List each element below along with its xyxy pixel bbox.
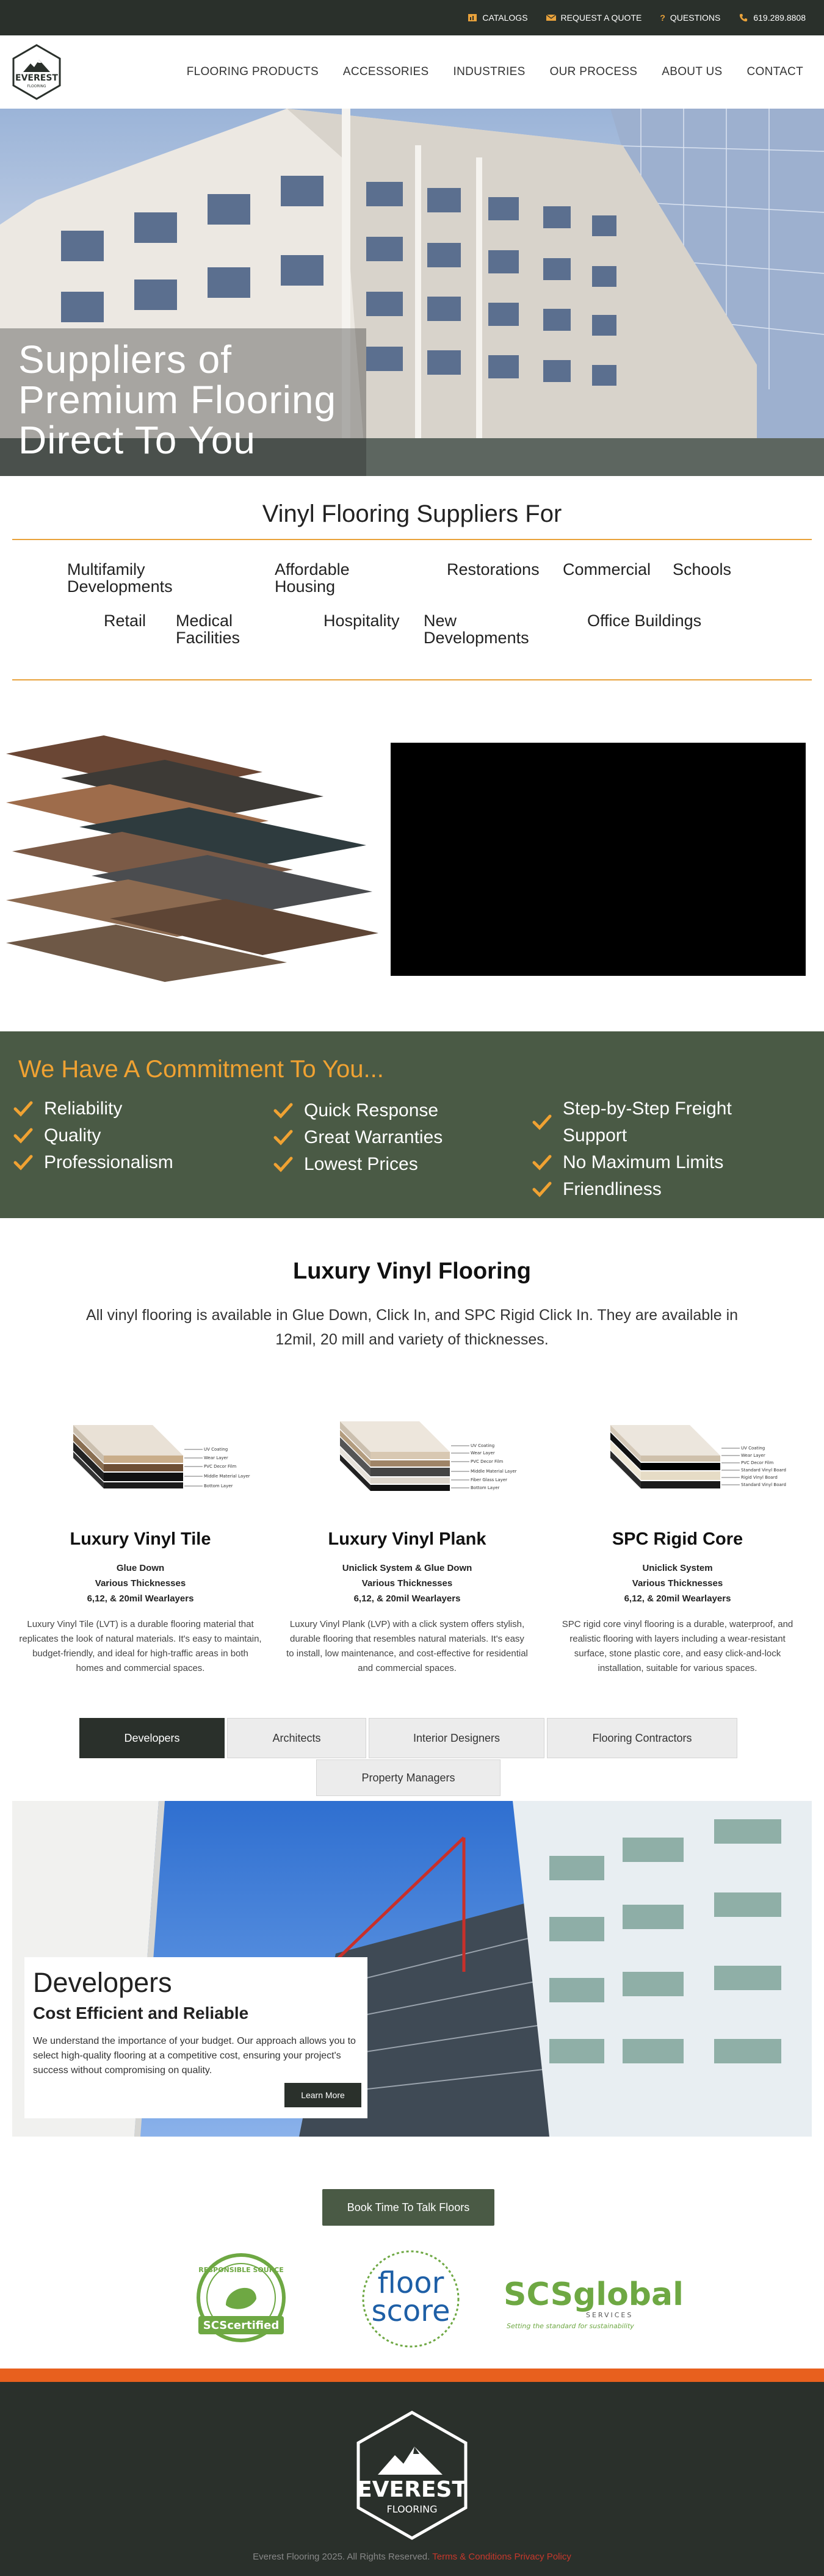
type-title: Luxury Vinyl Tile <box>70 1529 211 1549</box>
layer-label: Middle Material Layer <box>204 1474 250 1479</box>
chart-icon <box>468 13 477 22</box>
vinyl-planks-image <box>6 735 385 998</box>
request-quote-link[interactable] <box>546 13 642 23</box>
check-icon <box>13 1095 33 1122</box>
layer-label: PVC Decor Film <box>471 1459 504 1464</box>
request-quote-label: REQUEST A QUOTE <box>560 13 642 23</box>
layer-label: Middle Material Layer <box>471 1469 517 1474</box>
layer-label: PVC Decor Film <box>204 1464 237 1469</box>
tab-interior-designers[interactable]: Interior Designers <box>369 1718 544 1758</box>
catalogs-link[interactable] <box>468 13 527 23</box>
developers-panel <box>12 1801 812 2137</box>
learn-more-button[interactable]: Learn More <box>284 2083 361 2107</box>
questions-link[interactable] <box>660 13 720 23</box>
supplier-retail: Retail <box>104 612 146 630</box>
suppliers-row-2 <box>0 612 824 679</box>
layer-label: UV Coating <box>471 1443 495 1448</box>
developers-title: Developers <box>33 1967 172 1998</box>
nav-links <box>187 65 803 79</box>
supplier-restorations: Restorations <box>447 560 540 579</box>
supplier-affordable-housing: Affordable Housing <box>275 560 350 596</box>
vinyl-types <box>0 1352 824 1673</box>
lvf-heading: Luxury Vinyl Flooring <box>293 1258 531 1284</box>
everest-logo[interactable] <box>7 43 66 101</box>
supplier-schools: Schools <box>673 560 732 579</box>
layer-label: Bottom Layer <box>471 1485 500 1490</box>
nav-industries[interactable]: INDUSTRIES <box>453 65 526 78</box>
layer-label: Standard Vinyl Board <box>741 1482 786 1487</box>
footer <box>0 2382 824 2576</box>
tab-architects[interactable]: Architects <box>227 1718 366 1758</box>
layer-label: UV Coating <box>741 1446 765 1451</box>
tab-flooring-contractors[interactable]: Flooring Contractors <box>547 1718 737 1758</box>
type-title: Luxury Vinyl Plank <box>328 1529 486 1549</box>
check-icon <box>273 1151 293 1178</box>
commitment-item <box>13 1095 173 1122</box>
questions-label: QUESTIONS <box>670 13 721 23</box>
book-time-button[interactable]: Book Time To Talk Floors <box>322 2189 494 2226</box>
developers-body: We understand the importance of your budget. Our approach allows you to select high-quality flooring at a competitive cost, ensuring your project's success without compromising on quality. <box>33 2036 356 2076</box>
video-player[interactable] <box>391 743 806 976</box>
commitment-col-1 <box>13 1095 173 1176</box>
scs-certified-logo <box>198 2255 284 2340</box>
commitment-section <box>0 1031 824 1218</box>
type-specs <box>18 1560 262 1606</box>
commitment-item <box>273 1151 443 1178</box>
scs-services-text: SERVICES <box>586 2311 634 2319</box>
commitment-item <box>273 1124 443 1151</box>
phone-link[interactable] <box>739 13 806 23</box>
spec-line: Various Thicknesses <box>361 1578 453 1589</box>
layer-label: Fiber Glass Layer <box>471 1477 508 1482</box>
scs-banner-text: SCScertified <box>203 2319 280 2332</box>
layer-label: PVC Decor Film <box>741 1460 774 1465</box>
tab-developers[interactable]: Developers <box>79 1718 225 1758</box>
lvf-intro: All vinyl flooring is available in Glue Down, Click In, and SPC Rigid Click In. They are available in 12mil, 20 mill and variety of thicknesses. <box>85 1307 739 1348</box>
type-card-spc <box>555 1413 800 1676</box>
commitment-text: Professionalism <box>44 1152 173 1172</box>
spec-line: Various Thicknesses <box>632 1578 723 1589</box>
spec-line: Various Thicknesses <box>95 1578 186 1589</box>
type-description: Luxury Vinyl Tile (LVT) is a durable flooring material that replicates the look of natural materials. It's easy to maintain, budget-friendly, and ideal for high-traffic areas in both homes and commercial spaces. <box>19 1619 262 1673</box>
commitment-heading: We Have A Commitment To You... <box>18 1056 384 1083</box>
developers-card <box>24 1957 367 2118</box>
supplier-commercial: Commercial <box>563 560 651 579</box>
commitment-text: Friendliness <box>563 1179 662 1199</box>
commitment-item <box>13 1149 173 1176</box>
spec-line: Uniclick System & Glue Down <box>342 1563 472 1573</box>
commitment-item <box>532 1176 752 1203</box>
scs-tagline: Setting the standard for sustainability <box>507 2322 634 2330</box>
spec-line: Glue Down <box>116 1563 165 1573</box>
floorscore-bottom: score <box>371 2294 450 2328</box>
copyright <box>0 2552 824 2562</box>
nav-flooring-products[interactable]: FLOORING PRODUCTS <box>186 65 319 78</box>
layer-label: Standard Vinyl Board <box>741 1468 786 1473</box>
terms-link[interactable]: Terms & Conditions <box>432 2552 512 2562</box>
layer-label: Rigid Vinyl Board <box>741 1475 778 1480</box>
type-specs <box>285 1560 529 1606</box>
commitment-text: Lowest Prices <box>304 1154 418 1174</box>
tab-property-managers[interactable]: Property Managers <box>316 1759 501 1796</box>
main-nav <box>0 35 824 109</box>
supplier-hospitality: Hospitality <box>323 612 400 630</box>
top-utility-bar <box>0 0 824 35</box>
book-section <box>0 2137 824 2238</box>
layer-label: Bottom Layer <box>204 1484 233 1488</box>
audience-tabs <box>0 1669 824 1784</box>
lvt-layers-diagram <box>43 1413 250 1517</box>
divider-top <box>12 539 812 540</box>
check-icon <box>273 1124 293 1151</box>
layer-label: UV Coating <box>204 1447 228 1452</box>
suppliers-row-1 <box>0 561 824 612</box>
commitment-text: Quality <box>44 1125 101 1145</box>
spec-line: 6,12, & 20mil Wearlayers <box>624 1593 731 1604</box>
type-card-lvt <box>18 1413 262 1676</box>
envelope-icon <box>546 13 556 22</box>
floorscore-logo <box>363 2251 458 2347</box>
commitment-text: Reliability <box>44 1099 123 1119</box>
type-description: Luxury Vinyl Plank (LVP) with a click system offers stylish, durable flooring that resembles natural materials. It's easy to install, low maintenance, and cost-effective for residential and commercial spaces. <box>286 1619 528 1673</box>
commitment-col-3 <box>532 1095 752 1203</box>
logo-sub: FLOORING <box>27 84 46 88</box>
logo-wordmark: EVEREST <box>15 73 58 83</box>
commitment-item <box>532 1095 752 1149</box>
catalogs-label: CATALOGS <box>482 13 528 23</box>
hero-banner <box>0 109 824 476</box>
suppliers-section <box>0 476 824 680</box>
luxury-vinyl-section <box>0 1218 824 1673</box>
commitment-text: Quick Response <box>304 1100 439 1120</box>
supplier-new-developments: New Developments <box>424 612 529 647</box>
commitment-text: No Maximum Limits <box>563 1152 724 1172</box>
product-media-row <box>0 680 824 1031</box>
footer-accent-bar <box>0 2369 824 2382</box>
type-card-lvp <box>285 1413 529 1676</box>
suppliers-heading: Vinyl Flooring Suppliers For <box>262 500 562 527</box>
question-icon: ? <box>660 13 665 23</box>
check-icon <box>13 1122 33 1149</box>
privacy-link[interactable]: Privacy Policy <box>514 2552 571 2562</box>
phone-icon <box>739 13 748 22</box>
spec-line: Uniclick System <box>642 1563 713 1573</box>
commitment-item <box>532 1149 752 1176</box>
commitment-text: Step-by-Step Freight Support <box>563 1099 732 1145</box>
cert-logos <box>0 2238 824 2369</box>
scs-ring-text: RESPONSIBLE SOURCE <box>198 2266 284 2274</box>
commitment-item <box>273 1097 443 1124</box>
spec-line: 6,12, & 20mil Wearlayers <box>353 1593 461 1604</box>
supplier-multifamily: Multifamily Developments <box>67 560 173 596</box>
footer-sub: FLOORING <box>386 2503 438 2515</box>
certifications <box>0 2238 824 2369</box>
check-icon <box>13 1149 33 1176</box>
hero-title: Suppliers of Premium Flooring Direct To You <box>18 337 337 462</box>
layer-label: Wear Layer <box>471 1451 495 1456</box>
layer-label: Wear Layer <box>204 1456 228 1460</box>
spec-line: 6,12, & 20mil Wearlayers <box>87 1593 194 1604</box>
commitment-col-2 <box>273 1097 443 1178</box>
scs-global-text: SCSglobal <box>504 2276 684 2313</box>
check-icon <box>273 1097 293 1124</box>
developers-subtitle: Cost Efficient and Reliable <box>33 2004 249 2022</box>
type-title: SPC Rigid Core <box>612 1529 743 1549</box>
lvp-layers-diagram <box>309 1413 517 1517</box>
commitment-item <box>13 1122 173 1149</box>
phone-number: 619.289.8808 <box>753 13 806 23</box>
nav-our-process[interactable]: OUR PROCESS <box>549 65 638 78</box>
footer-brand: EVEREST <box>357 2477 467 2502</box>
layer-label: Wear Layer <box>741 1453 765 1458</box>
commitment-text: Great Warranties <box>304 1127 443 1147</box>
nav-accessories[interactable]: ACCESSORIES <box>342 65 429 78</box>
floorscore-top: floor <box>377 2266 444 2300</box>
check-icon <box>532 1109 552 1136</box>
type-specs <box>555 1560 800 1606</box>
check-icon <box>532 1149 552 1176</box>
spc-layers-diagram <box>580 1413 786 1517</box>
check-icon <box>532 1176 552 1203</box>
nav-about-us[interactable]: ABOUT US <box>662 65 723 78</box>
type-description: SPC rigid core vinyl flooring is a durable, waterproof, and realistic flooring with layers including a wear-resistant surface, stone plastic core, and easy click-and-lock installation, suitable for various spaces. <box>562 1619 793 1673</box>
footer-logo[interactable] <box>351 2410 473 2541</box>
scs-global-logo <box>504 2276 684 2330</box>
nav-contact[interactable]: CONTACT <box>746 65 803 78</box>
supplier-office-buildings: Office Buildings <box>587 612 702 630</box>
supplier-medical: Medical Facilities <box>176 612 240 647</box>
copyright-text: Everest Flooring 2025. All Rights Reserved. <box>253 2552 430 2562</box>
